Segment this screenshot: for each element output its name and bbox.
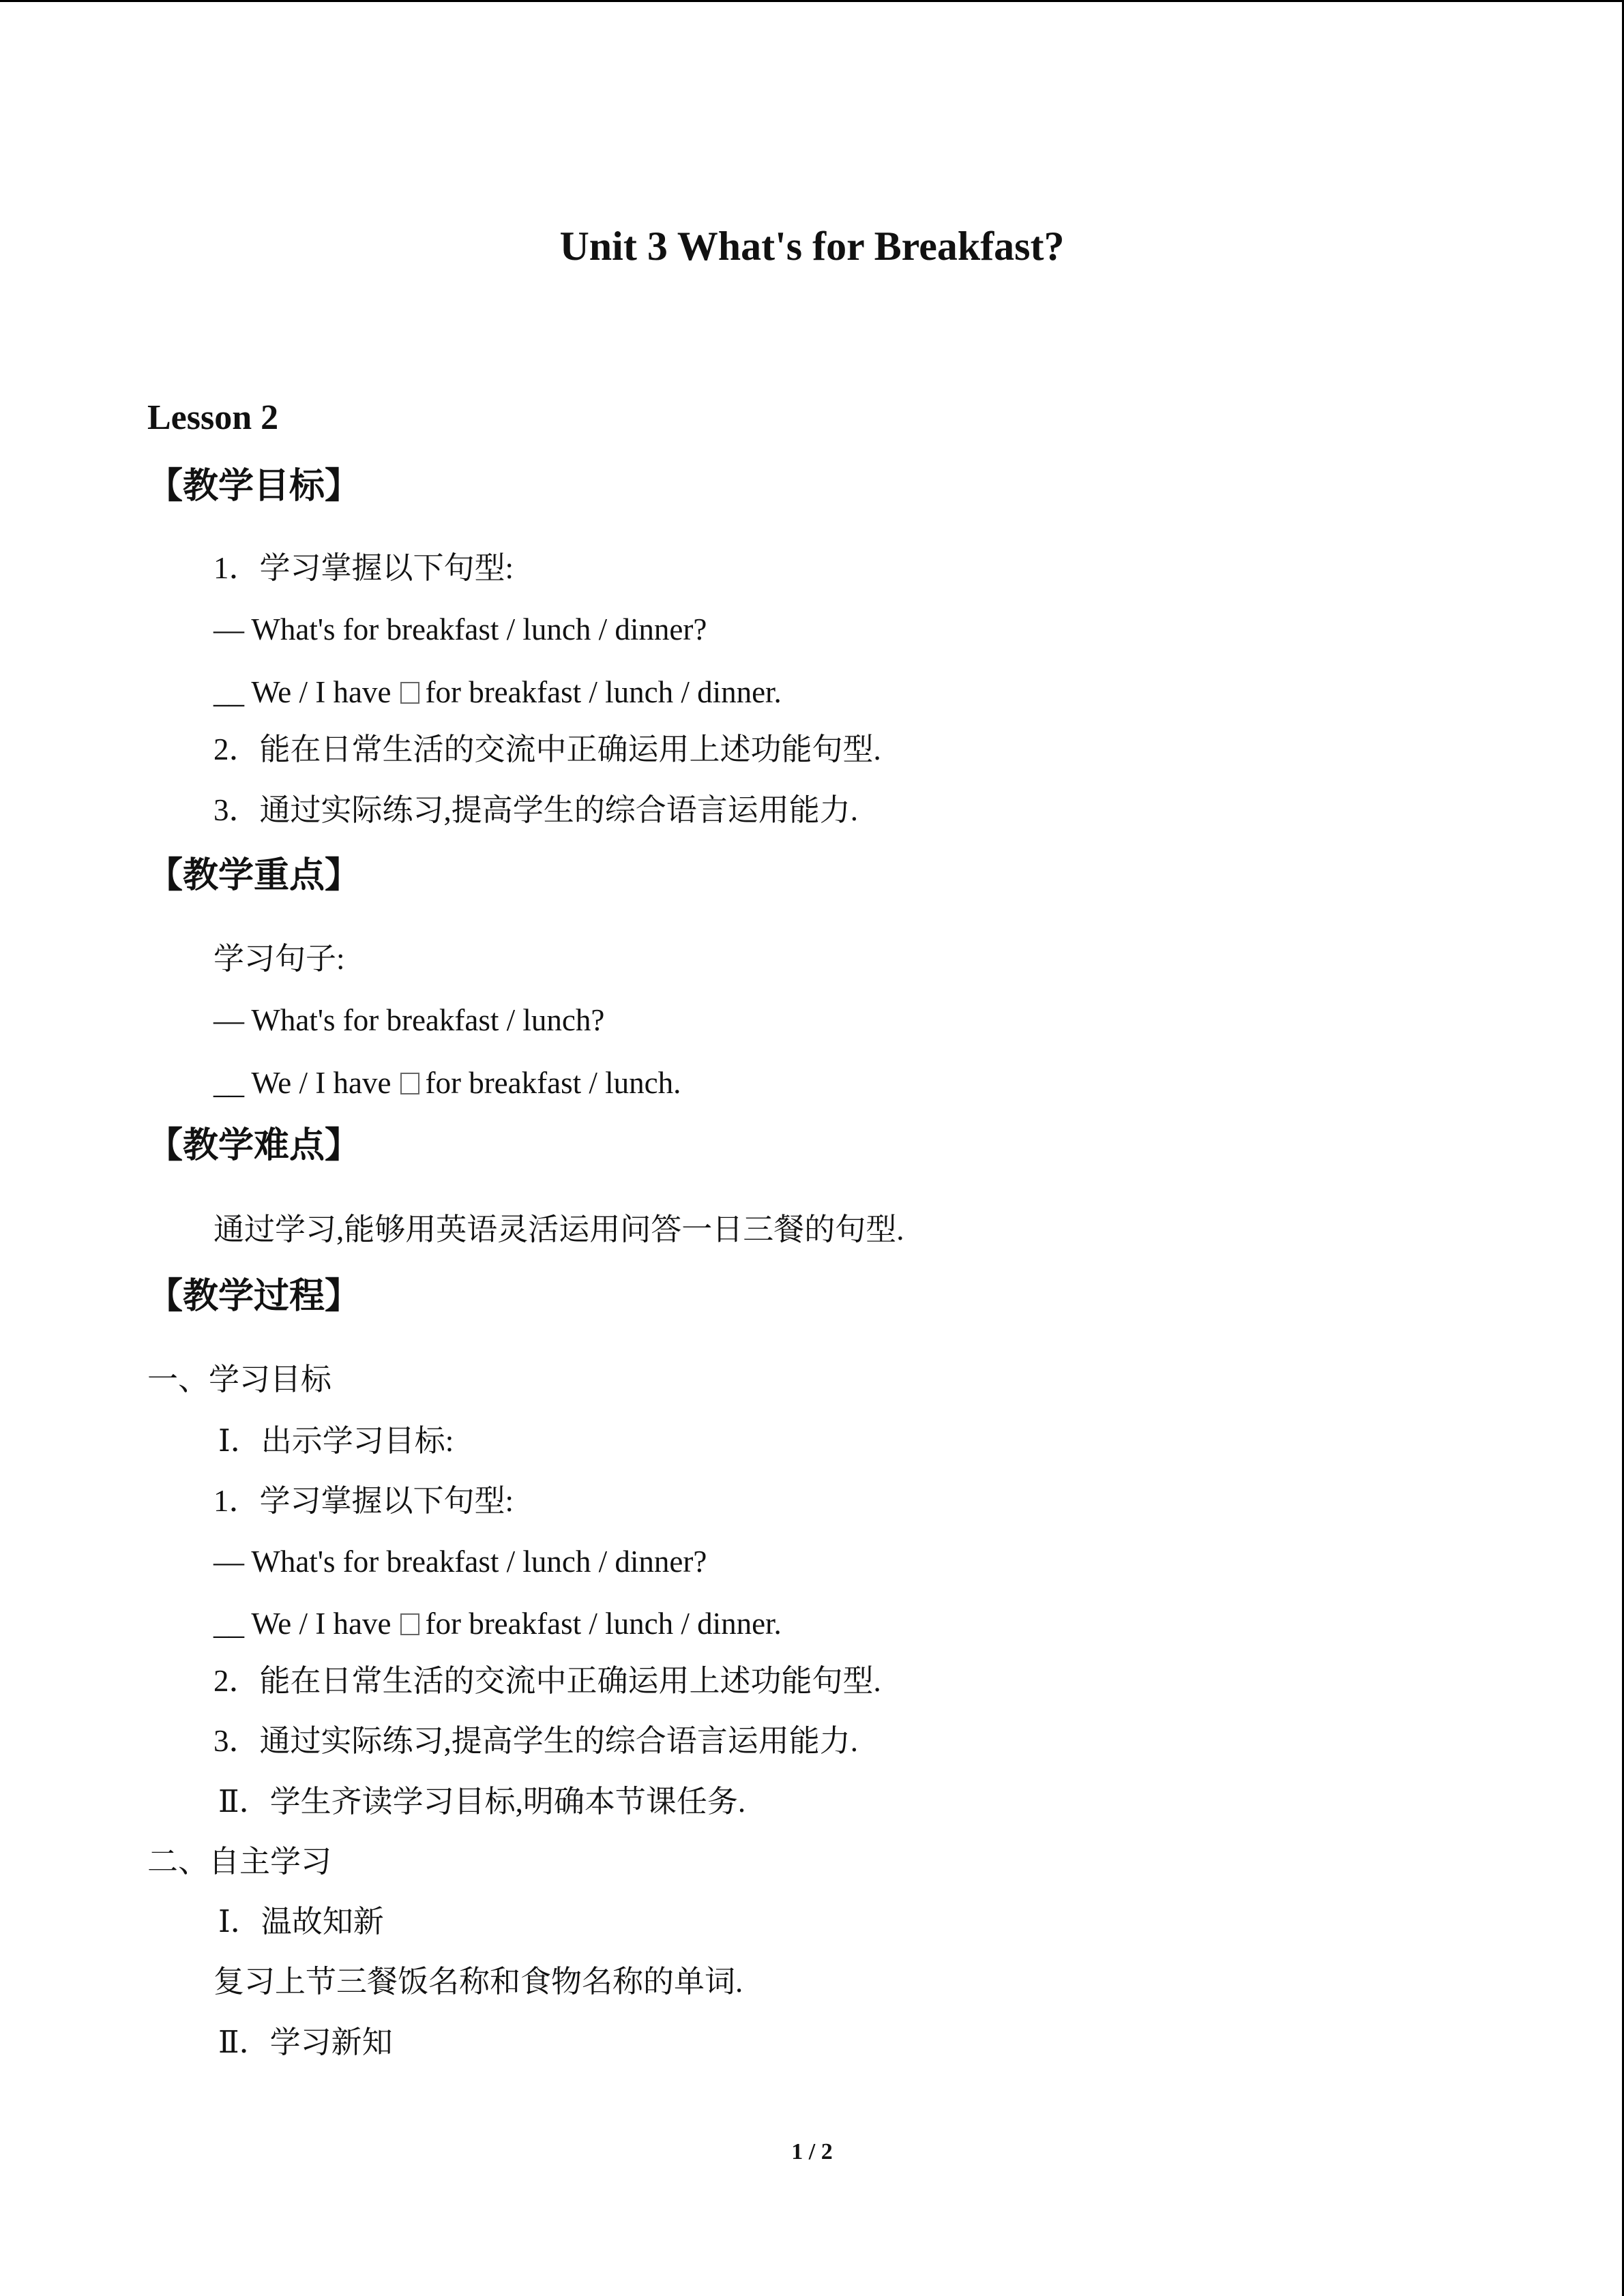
section-heading-process: 【教学过程】	[147, 1276, 361, 1317]
key-line-2: — What's for breakfast / lunch?	[213, 1003, 605, 1037]
blank-box-icon	[400, 682, 419, 704]
process-line-5: 3．通过实际练习,提高学生的综合语言运用能力.	[213, 1724, 859, 1758]
process-subheading-3: Ⅰ．温故知新	[218, 1905, 384, 1939]
section-heading-key-points: 【教学重点】	[147, 855, 361, 896]
process-subheading-4: Ⅱ．学习新知	[218, 2025, 393, 2059]
process-line-1: 1．学习掌握以下句型:	[213, 1484, 514, 1518]
process-subheading-1: Ⅰ．出示学习目标:	[218, 1424, 454, 1458]
process-line-6: 复习上节三餐饭名称和食物名称的单词.	[213, 1965, 743, 1999]
key-line-1: 学习句子:	[213, 942, 345, 976]
key-line-3-end: for breakfast / lunch.	[425, 1066, 681, 1100]
document-title: Unit 3 What's for Breakfast?	[559, 224, 1065, 269]
process-line-2: — What's for breakfast / lunch / dinner?	[213, 1545, 707, 1579]
goals-line-1: 1．学习掌握以下句型:	[213, 551, 514, 585]
goals-line-3-start: __ We / I have	[213, 675, 392, 709]
difficulty-line-1: 通过学习,能够用英语灵活运用问答一日三餐的句型.	[213, 1212, 904, 1247]
process-line-3-end: for breakfast / lunch / dinner.	[425, 1607, 782, 1641]
process-subheading-2: Ⅱ．学生齐读学习目标,明确本节课任务.	[218, 1785, 746, 1819]
goals-line-3-end: for breakfast / lunch / dinner.	[425, 675, 782, 709]
process-line-3-start: __ We / I have	[213, 1607, 392, 1641]
goals-line-3	[213, 672, 782, 713]
blank-box-icon	[400, 1613, 419, 1635]
blank-box-icon	[400, 1073, 419, 1094]
process-line-4: 2．能在日常生活的交流中正确运用上述功能句型.	[213, 1664, 881, 1698]
goals-line-5: 3．通过实际练习,提高学生的综合语言运用能力.	[213, 793, 859, 827]
goals-line-2: — What's for breakfast / lunch / dinner?	[213, 612, 707, 646]
lesson-heading: Lesson 2	[147, 398, 279, 437]
process-heading-2: 二、自主学习	[147, 1845, 332, 1879]
process-heading-1: 一、学习目标	[147, 1362, 332, 1397]
section-heading-goals: 【教学目标】	[147, 466, 361, 507]
key-line-3-start: __ We / I have	[213, 1066, 392, 1100]
key-line-3	[213, 1062, 681, 1103]
process-line-3	[213, 1603, 782, 1644]
goals-line-4: 2．能在日常生活的交流中正确运用上述功能句型.	[213, 732, 881, 766]
section-heading-difficulties: 【教学难点】	[147, 1125, 361, 1166]
page-number: 1 / 2	[791, 2139, 833, 2164]
